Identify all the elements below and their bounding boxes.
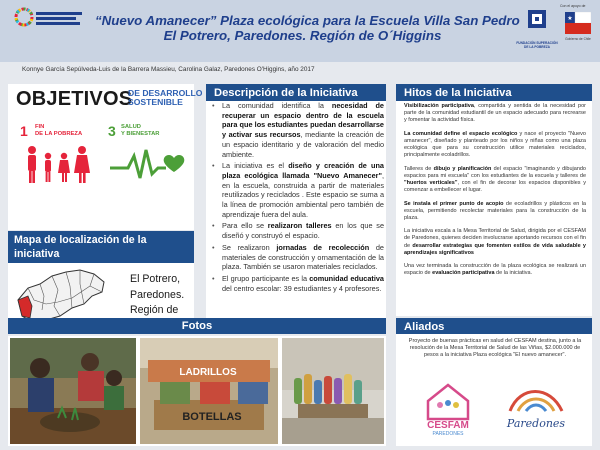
photo-sign-botellas: BOTELLAS <box>182 411 242 423</box>
description-list <box>210 101 384 295</box>
paredones-logo-icon <box>500 375 572 439</box>
allies-title: Aliados <box>396 318 592 334</box>
sdg-main-word: OBJETIVOS <box>16 88 133 110</box>
chile-flag-icon <box>565 12 591 34</box>
family-icon <box>20 144 98 186</box>
milestone-paragraph: Se instala el primer punto de acopio de ecoladrillos y plásticos en la escuela, permitiendo recolectar materiales para la construcción de la plaza. <box>404 200 586 221</box>
foundation-name: FUNDACIÓN SUPERACIÓN DE LA POBREZA <box>516 41 558 49</box>
goal3-line1: SALUD <box>121 124 141 130</box>
foundation-logo-icon <box>520 8 554 40</box>
list-item: • La comunidad identifica la necesidad de recuperar un espacio dentro de la escuela para que los estudiantes puedan desarrollarse y activar sus recursos, mediante la creación de un espacio identitario y de valoración del medio ambiente. <box>210 101 384 159</box>
goal1-number: 1 <box>20 123 28 139</box>
cesfam-sublabel: PAREDONES <box>432 431 464 437</box>
cesfam-label: CESFAM <box>427 420 469 431</box>
map-line-3: Región de <box>130 304 179 316</box>
sdg-wheel-logo-icon <box>14 6 86 50</box>
goal1-line1: FIN <box>35 124 45 130</box>
milestone-paragraph: Talleres de dibujo y planificación del espacio "imaginando y dibujando espacios para mi escuela" con los estudiantes de la escuela y talleres de "huertos verticales", con el fin de decorar los espacios disponibles y comenzar a embellecer el lugar. <box>404 165 586 193</box>
partner-label: Con el apoyo de <box>560 4 586 8</box>
poster-title <box>95 13 520 43</box>
title-line-2: El Potrero, Paredones. Región de O´Higgins <box>163 28 442 43</box>
sdg-subtitle-line2: SOSTENIBLE <box>128 97 183 107</box>
svg-text:★: ★ <box>567 15 573 22</box>
photo-sign-ladrillos: LADRILLOS <box>179 367 237 378</box>
goal3-line2: Y BIENESTAR <box>121 131 160 137</box>
cesfam-logo-icon <box>420 375 476 439</box>
goal3-label <box>121 124 159 138</box>
list-item: • Se realizaron jornadas de recolección de materiales de construcción y ornamentación de la plaza. También se usaron materiales reciclados. <box>210 243 384 272</box>
photos-title: Fotos <box>8 318 386 334</box>
map-line-2: Paredones. <box>130 288 185 301</box>
milestones-title: Hitos de la Iniciativa <box>396 84 592 101</box>
milestones-text <box>404 103 586 284</box>
heartbeat-icon <box>108 144 188 186</box>
allies-text: Proyecto de buenas prácticas en salud del CESFAM destina, junto a la resolución de la Mesa Territorial de Salud de las Viñas, $2.000.000 de pesos a la iniciativa Plaza ecológica "El nuevo amanecer". <box>408 338 582 358</box>
government-label: Gobierno de Chile <box>565 37 591 41</box>
municipal-label: Paredones <box>506 417 566 430</box>
goal3-number: 3 <box>108 123 116 139</box>
map-section-title: Mapa de localización de la iniciativa <box>8 231 194 263</box>
list-item: • La iniciativa es el diseño y creación de una plaza ecológica llamada "Nuevo Amanecer", en la escuela, construida a partir de materiales reutilizados y reciclados . Este espacio se suma a la línea de promoción ambiental pero también de aprendizaje fuera del aula. <box>210 161 384 219</box>
photo-collection-bins <box>140 338 278 444</box>
authors-line: Konnye García Sepúlveda-Luis de la Barrera Massieu, Carolina Galaz, Paredones O'Higgins, año 2017 <box>22 66 315 73</box>
photo-children-gardening <box>10 338 136 444</box>
sdg-subtitle-line1: DE DESARROLLO <box>128 88 203 98</box>
goal1-label <box>35 124 82 138</box>
list-item: • El grupo participante es la comunidad educativa del centro escolar: 39 estudiantes y 4 profesores. <box>210 274 384 293</box>
title-line-1: “Nuevo Amanecer” Plaza ecológica para la Escuela Villa San Pedro <box>95 13 520 28</box>
photo-ecobricks <box>282 338 384 444</box>
milestone-paragraph: Visibilización participativa, compartida y sentida de la necesidad por parte de la comunidad estudiantil de un espacio adecuado para recrearse y fomentar la actividad física. <box>404 103 586 124</box>
list-item: • Para ello se realizaron talleres en los que se diseñó y construyó el espacio. <box>210 221 384 240</box>
milestone-paragraph: Una vez terminada la construcción de la plaza ecológica se realizará un espacio de evaluación participativa de la iniciativa. <box>404 263 586 277</box>
milestone-paragraph: La comunidad define el espacio ecológico y nace el proyecto "Nuevo amanecer", diseñado y planteado por los niños y niñas como una plaza ecológica que para su construcción utilice materiales reciclados, principalmente ecoladrillos. <box>404 130 586 159</box>
description-title: Descripción de la Iniciativa <box>206 84 386 101</box>
map-line-1: El Potrero, <box>130 273 181 285</box>
goal1-line2: DE LA POBREZA <box>35 131 83 137</box>
sdg-subtitle <box>128 89 202 107</box>
milestone-paragraph: La iniciativa escala a la Mesa Territorial de Salud, dirigida por el CESFAM de Paredones, quienes deciden involucrarse aportando recursos con el fin de desarrollar estrategias que fomenten estilos de vida saludable y aprendizajes significativos <box>404 228 586 256</box>
